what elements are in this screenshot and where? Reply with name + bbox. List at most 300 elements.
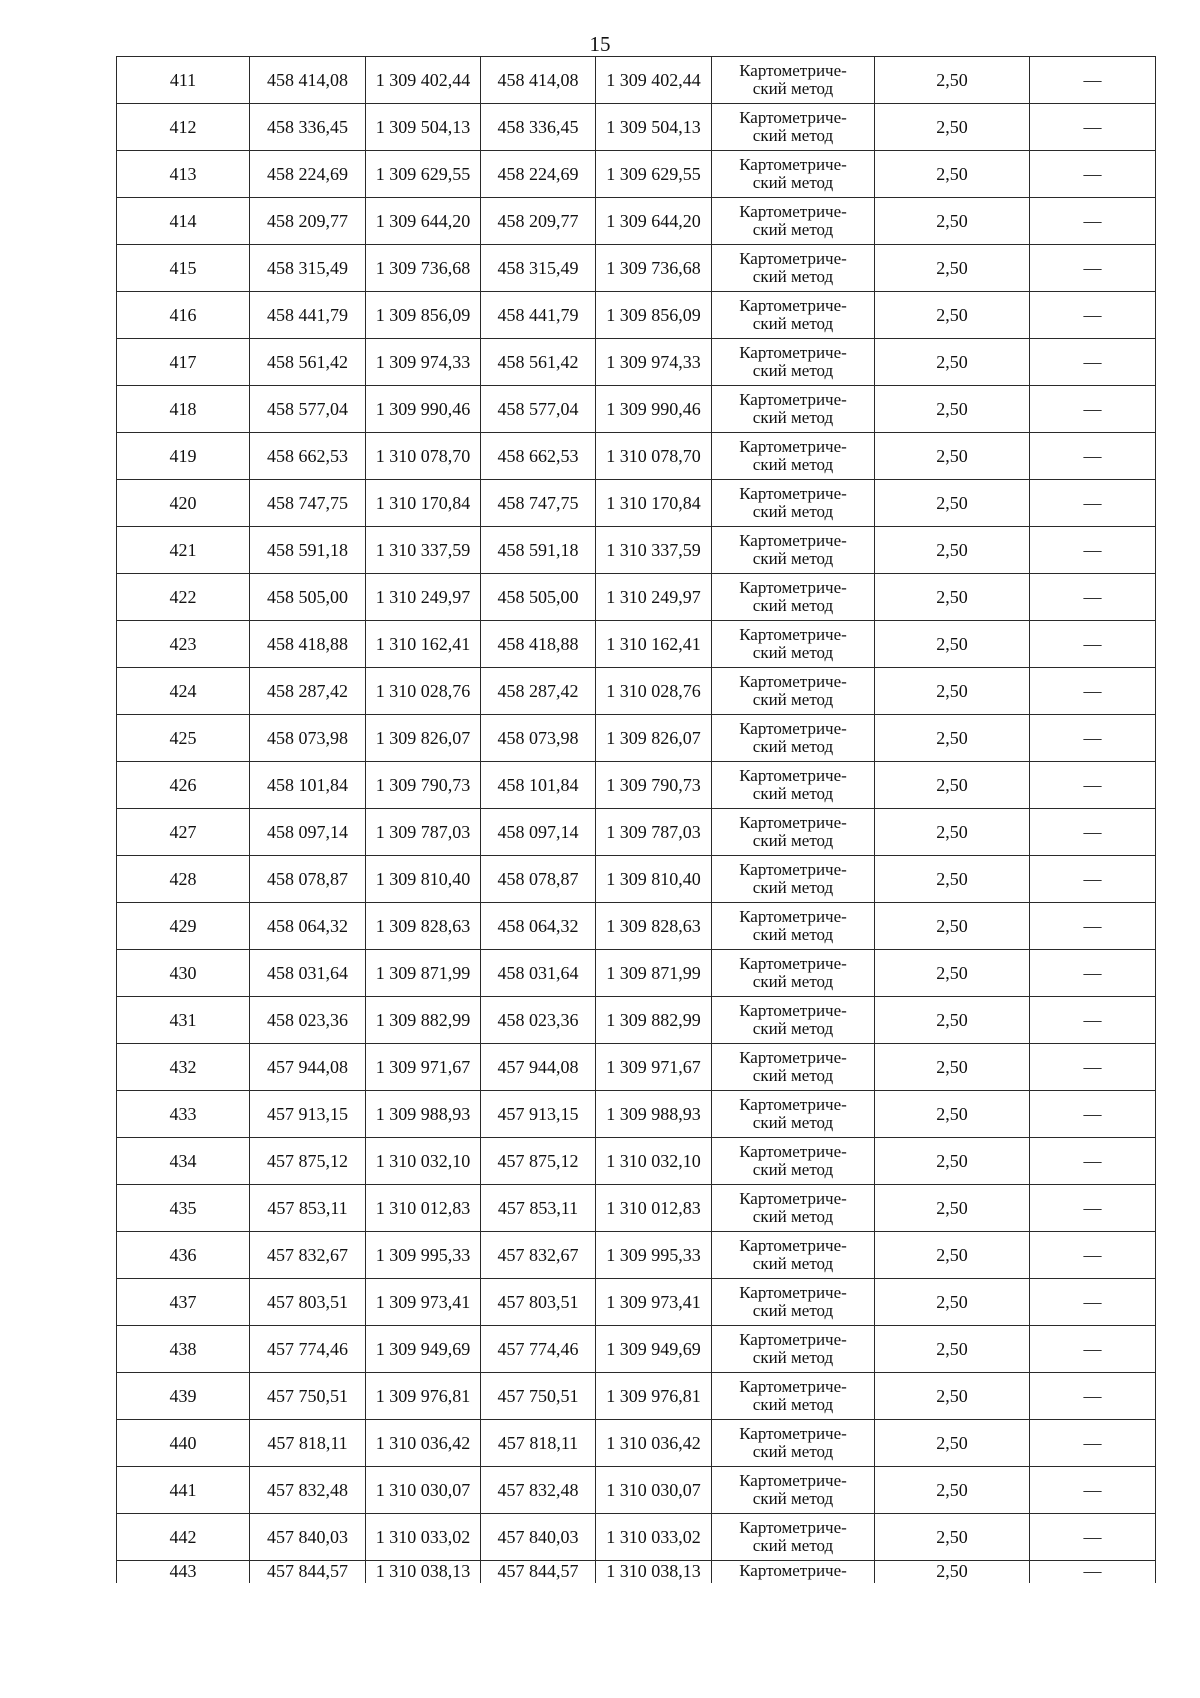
accuracy-cell: 2,50 [875,198,1030,245]
method-line-2: ский метод [752,831,834,850]
refined-x-cell: 457 832,67 [481,1232,596,1279]
existing-x-cell: 458 414,08 [250,57,366,104]
table-row [117,997,1156,1044]
method-cell [712,339,875,386]
accuracy-cell: 2,50 [875,1279,1030,1326]
accuracy-cell: 2,50 [875,762,1030,809]
method-cell [712,292,875,339]
note-cell: — [1030,386,1156,433]
note-cell: — [1030,57,1156,104]
note-cell: — [1030,104,1156,151]
method-line-2: ский метод [752,1019,834,1038]
method-cell [712,1420,875,1467]
table-row [117,1044,1156,1091]
existing-y-cell: 1 309 990,46 [366,386,481,433]
point-number-cell: 423 [117,621,250,668]
accuracy-cell: 2,50 [875,1561,1030,1584]
accuracy-cell: 2,50 [875,1091,1030,1138]
method-cell [712,621,875,668]
method-line-1: Картометриче- [739,766,847,785]
existing-x-cell: 457 840,03 [250,1514,366,1561]
refined-x-cell: 457 818,11 [481,1420,596,1467]
existing-x-cell: 458 224,69 [250,151,366,198]
refined-x-cell: 458 418,88 [481,621,596,668]
method-line-1: Картометриче- [739,1189,847,1208]
note-cell: — [1030,1373,1156,1420]
table-row [117,856,1156,903]
accuracy-cell: 2,50 [875,903,1030,950]
method-line-1: Картометриче- [739,1377,847,1396]
method-line-1: Картометриче- [739,860,847,879]
table-row [117,1561,1156,1584]
method-line-1: Картометриче- [739,1095,847,1114]
point-number-cell: 437 [117,1279,250,1326]
refined-y-cell: 1 310 032,10 [596,1138,712,1185]
method-line-1: Картометриче- [739,296,847,315]
note-cell: — [1030,1561,1156,1584]
accuracy-cell: 2,50 [875,339,1030,386]
accuracy-cell: 2,50 [875,292,1030,339]
refined-x-cell: 458 315,49 [481,245,596,292]
method-line-2: ский метод [752,1066,834,1085]
refined-x-cell: 458 505,00 [481,574,596,621]
method-line-2: ский метод [752,502,834,521]
existing-y-cell: 1 310 033,02 [366,1514,481,1561]
accuracy-cell: 2,50 [875,621,1030,668]
refined-y-cell: 1 309 882,99 [596,997,712,1044]
table-row [117,57,1156,104]
method-line-1: Картометриче- [739,578,847,597]
method-line-2: ский метод [752,361,834,380]
existing-x-cell: 458 097,14 [250,809,366,856]
existing-x-cell: 458 073,98 [250,715,366,762]
method-line-1: Картометриче- [739,484,847,503]
accuracy-cell: 2,50 [875,1373,1030,1420]
method-cell [712,1373,875,1420]
existing-x-cell: 457 832,67 [250,1232,366,1279]
existing-y-cell: 1 309 504,13 [366,104,481,151]
existing-x-cell: 458 315,49 [250,245,366,292]
refined-x-cell: 458 414,08 [481,57,596,104]
existing-x-cell: 458 209,77 [250,198,366,245]
point-number-cell: 429 [117,903,250,950]
method-cell [712,1091,875,1138]
existing-y-cell: 1 309 629,55 [366,151,481,198]
method-cell [712,57,875,104]
method-cell [712,527,875,574]
table-row [117,1467,1156,1514]
table-body [117,57,1156,1584]
method-line-2: ский метод [752,690,834,709]
method-line-1: Картометриче- [739,1424,847,1443]
refined-y-cell: 1 309 871,99 [596,950,712,997]
table-row [117,1373,1156,1420]
accuracy-cell: 2,50 [875,57,1030,104]
refined-y-cell: 1 309 736,68 [596,245,712,292]
existing-x-cell: 458 577,04 [250,386,366,433]
existing-y-cell: 1 310 036,42 [366,1420,481,1467]
method-cell [712,668,875,715]
accuracy-cell: 2,50 [875,809,1030,856]
method-line-1: Картометриче- [739,61,847,80]
method-cell [712,809,875,856]
note-cell: — [1030,1279,1156,1326]
method-line-1: Картометриче- [739,1142,847,1161]
accuracy-cell: 2,50 [875,1185,1030,1232]
note-cell: — [1030,1232,1156,1279]
refined-x-cell: 457 774,46 [481,1326,596,1373]
existing-x-cell: 457 803,51 [250,1279,366,1326]
table-row [117,1138,1156,1185]
point-number-cell: 441 [117,1467,250,1514]
method-cell [712,950,875,997]
method-line-2: ский метод [752,173,834,192]
note-cell: — [1030,1326,1156,1373]
refined-y-cell: 1 309 974,33 [596,339,712,386]
note-cell: — [1030,668,1156,715]
refined-x-cell: 458 078,87 [481,856,596,903]
refined-x-cell: 457 832,48 [481,1467,596,1514]
method-cell [712,1561,875,1584]
table-row [117,668,1156,715]
method-line-1: Картометриче- [739,813,847,832]
note-cell: — [1030,997,1156,1044]
table-row [117,104,1156,151]
method-line-2: ский метод [752,972,834,991]
note-cell: — [1030,1185,1156,1232]
note-cell: — [1030,1420,1156,1467]
refined-y-cell: 1 309 971,67 [596,1044,712,1091]
accuracy-cell: 2,50 [875,104,1030,151]
existing-y-cell: 1 309 856,09 [366,292,481,339]
existing-y-cell: 1 310 038,13 [366,1561,481,1584]
refined-x-cell: 458 073,98 [481,715,596,762]
method-line-1: Картометриче- [739,625,847,644]
point-number-cell: 428 [117,856,250,903]
existing-x-cell: 457 853,11 [250,1185,366,1232]
point-number-cell: 415 [117,245,250,292]
method-cell [712,574,875,621]
accuracy-cell: 2,50 [875,1420,1030,1467]
note-cell: — [1030,856,1156,903]
refined-y-cell: 1 309 402,44 [596,57,712,104]
refined-x-cell: 457 944,08 [481,1044,596,1091]
accuracy-cell: 2,50 [875,950,1030,997]
accuracy-cell: 2,50 [875,1514,1030,1561]
method-line-1: Картометриче- [739,1236,847,1255]
existing-x-cell: 458 662,53 [250,433,366,480]
existing-x-cell: 458 505,00 [250,574,366,621]
point-number-cell: 427 [117,809,250,856]
method-line-1: Картометриче- [739,1330,847,1349]
point-number-cell: 416 [117,292,250,339]
table-row [117,1514,1156,1561]
refined-y-cell: 1 309 504,13 [596,104,712,151]
existing-y-cell: 1 310 078,70 [366,433,481,480]
refined-x-cell: 457 840,03 [481,1514,596,1561]
existing-y-cell: 1 310 028,76 [366,668,481,715]
existing-x-cell: 458 747,75 [250,480,366,527]
table-row [117,1420,1156,1467]
accuracy-cell: 2,50 [875,151,1030,198]
method-cell [712,1326,875,1373]
note-cell: — [1030,621,1156,668]
method-line-1: Картометриче- [739,437,847,456]
existing-y-cell: 1 310 162,41 [366,621,481,668]
refined-y-cell: 1 310 030,07 [596,1467,712,1514]
table-row [117,1185,1156,1232]
refined-y-cell: 1 309 988,93 [596,1091,712,1138]
point-number-cell: 440 [117,1420,250,1467]
note-cell: — [1030,1514,1156,1561]
note-cell: — [1030,762,1156,809]
table-row [117,292,1156,339]
refined-y-cell: 1 309 856,09 [596,292,712,339]
method-line-2: ский метод [752,1160,834,1179]
point-number-cell: 443 [117,1561,250,1584]
method-cell [712,1185,875,1232]
method-cell [712,386,875,433]
accuracy-cell: 2,50 [875,433,1030,480]
method-line-1: Картометриче- [739,1561,847,1580]
method-line-2: ский метод [752,1113,834,1132]
existing-y-cell: 1 310 032,10 [366,1138,481,1185]
refined-y-cell: 1 310 036,42 [596,1420,712,1467]
method-line-1: Картометриче- [739,1471,847,1490]
method-cell [712,104,875,151]
existing-x-cell: 458 591,18 [250,527,366,574]
method-line-1: Картометриче- [739,1001,847,1020]
method-line-2: ский метод [752,1489,834,1508]
table-row [117,151,1156,198]
existing-y-cell: 1 309 976,81 [366,1373,481,1420]
existing-x-cell: 458 078,87 [250,856,366,903]
method-line-1: Картометриче- [739,719,847,738]
method-cell [712,198,875,245]
refined-x-cell: 457 875,12 [481,1138,596,1185]
refined-y-cell: 1 309 990,46 [596,386,712,433]
method-cell [712,1232,875,1279]
point-number-cell: 413 [117,151,250,198]
refined-x-cell: 458 209,77 [481,198,596,245]
accuracy-cell: 2,50 [875,715,1030,762]
refined-y-cell: 1 309 787,03 [596,809,712,856]
point-number-cell: 422 [117,574,250,621]
refined-y-cell: 1 310 337,59 [596,527,712,574]
note-cell: — [1030,809,1156,856]
point-number-cell: 418 [117,386,250,433]
method-line-1: Картометриче- [739,531,847,550]
accuracy-cell: 2,50 [875,527,1030,574]
accuracy-cell: 2,50 [875,1467,1030,1514]
table-row [117,480,1156,527]
refined-y-cell: 1 310 033,02 [596,1514,712,1561]
accuracy-cell: 2,50 [875,574,1030,621]
existing-y-cell: 1 309 971,67 [366,1044,481,1091]
method-line-1: Картометриче- [739,1048,847,1067]
method-line-2: ский метод [752,1536,834,1555]
refined-x-cell: 458 224,69 [481,151,596,198]
refined-x-cell: 457 913,15 [481,1091,596,1138]
existing-y-cell: 1 309 787,03 [366,809,481,856]
accuracy-cell: 2,50 [875,1232,1030,1279]
point-number-cell: 442 [117,1514,250,1561]
table-row [117,386,1156,433]
existing-x-cell: 458 064,32 [250,903,366,950]
accuracy-cell: 2,50 [875,997,1030,1044]
method-cell [712,1044,875,1091]
existing-y-cell: 1 309 790,73 [366,762,481,809]
method-cell [712,1279,875,1326]
method-line-2: ский метод [752,1254,834,1273]
table-row [117,762,1156,809]
accuracy-cell: 2,50 [875,1326,1030,1373]
point-number-cell: 433 [117,1091,250,1138]
existing-y-cell: 1 309 988,93 [366,1091,481,1138]
note-cell: — [1030,950,1156,997]
point-number-cell: 439 [117,1373,250,1420]
existing-x-cell: 457 832,48 [250,1467,366,1514]
existing-y-cell: 1 309 644,20 [366,198,481,245]
method-line-2: ский метод [752,126,834,145]
note-cell: — [1030,151,1156,198]
note-cell: — [1030,1467,1156,1514]
note-cell: — [1030,527,1156,574]
refined-x-cell: 458 101,84 [481,762,596,809]
method-cell [712,245,875,292]
note-cell: — [1030,480,1156,527]
method-line-2: ский метод [752,1348,834,1367]
method-line-1: Картометриче- [739,249,847,268]
point-number-cell: 424 [117,668,250,715]
point-number-cell: 438 [117,1326,250,1373]
existing-y-cell: 1 309 995,33 [366,1232,481,1279]
note-cell: — [1030,198,1156,245]
refined-x-cell: 458 097,14 [481,809,596,856]
existing-y-cell: 1 309 810,40 [366,856,481,903]
refined-x-cell: 458 561,42 [481,339,596,386]
existing-y-cell: 1 310 337,59 [366,527,481,574]
table-row [117,809,1156,856]
method-cell [712,1138,875,1185]
method-line-2: ский метод [752,455,834,474]
refined-x-cell: 457 853,11 [481,1185,596,1232]
refined-y-cell: 1 309 828,63 [596,903,712,950]
method-line-2: ский метод [752,267,834,286]
method-line-2: ский метод [752,220,834,239]
note-cell: — [1030,1091,1156,1138]
note-cell: — [1030,433,1156,480]
table-row [117,715,1156,762]
accuracy-cell: 2,50 [875,668,1030,715]
method-line-1: Картометриче- [739,907,847,926]
existing-y-cell: 1 309 871,99 [366,950,481,997]
coordinates-table [116,56,1156,1583]
method-cell [712,433,875,480]
accuracy-cell: 2,50 [875,1044,1030,1091]
existing-x-cell: 458 561,42 [250,339,366,386]
method-line-1: Картометриче- [739,390,847,409]
method-cell [712,1467,875,1514]
point-number-cell: 417 [117,339,250,386]
point-number-cell: 435 [117,1185,250,1232]
refined-x-cell: 458 441,79 [481,292,596,339]
method-cell [712,480,875,527]
refined-y-cell: 1 310 012,83 [596,1185,712,1232]
method-line-1: Картометриче- [739,954,847,973]
method-line-2: ский метод [752,878,834,897]
method-line-2: ский метод [752,784,834,803]
refined-x-cell: 458 023,36 [481,997,596,1044]
note-cell: — [1030,903,1156,950]
point-number-cell: 411 [117,57,250,104]
existing-y-cell: 1 309 949,69 [366,1326,481,1373]
refined-y-cell: 1 309 790,73 [596,762,712,809]
point-number-cell: 421 [117,527,250,574]
method-line-2: ский метод [752,596,834,615]
refined-y-cell: 1 309 995,33 [596,1232,712,1279]
refined-y-cell: 1 310 028,76 [596,668,712,715]
point-number-cell: 431 [117,997,250,1044]
existing-y-cell: 1 310 012,83 [366,1185,481,1232]
method-line-2: ский метод [752,549,834,568]
refined-x-cell: 458 591,18 [481,527,596,574]
point-number-cell: 414 [117,198,250,245]
table-row [117,574,1156,621]
refined-x-cell: 457 750,51 [481,1373,596,1420]
table-row [117,903,1156,950]
existing-x-cell: 457 944,08 [250,1044,366,1091]
refined-y-cell: 1 309 810,40 [596,856,712,903]
method-cell [712,762,875,809]
note-cell: — [1030,1044,1156,1091]
table-row [117,621,1156,668]
page-number: 15 [589,32,611,56]
refined-x-cell: 458 064,32 [481,903,596,950]
refined-y-cell: 1 309 629,55 [596,151,712,198]
method-line-2: ский метод [752,1301,834,1320]
method-line-1: Картометриче- [739,1518,847,1537]
refined-x-cell: 458 287,42 [481,668,596,715]
method-cell [712,997,875,1044]
table-row [117,433,1156,480]
note-cell: — [1030,245,1156,292]
method-line-2: ский метод [752,79,834,98]
existing-x-cell: 457 913,15 [250,1091,366,1138]
existing-x-cell: 458 336,45 [250,104,366,151]
existing-x-cell: 458 287,42 [250,668,366,715]
existing-x-cell: 457 774,46 [250,1326,366,1373]
existing-y-cell: 1 310 249,97 [366,574,481,621]
refined-y-cell: 1 309 973,41 [596,1279,712,1326]
method-cell [712,856,875,903]
method-line-2: ский метод [752,737,834,756]
refined-y-cell: 1 310 078,70 [596,433,712,480]
refined-x-cell: 458 336,45 [481,104,596,151]
method-line-1: Картометриче- [739,202,847,221]
point-number-cell: 419 [117,433,250,480]
method-line-1: Картометриче- [739,672,847,691]
method-line-1: Картометриче- [739,108,847,127]
accuracy-cell: 2,50 [875,1138,1030,1185]
table-row [117,1232,1156,1279]
existing-y-cell: 1 309 974,33 [366,339,481,386]
refined-y-cell: 1 310 038,13 [596,1561,712,1584]
point-number-cell: 432 [117,1044,250,1091]
point-number-cell: 412 [117,104,250,151]
existing-x-cell: 457 818,11 [250,1420,366,1467]
existing-y-cell: 1 309 882,99 [366,997,481,1044]
